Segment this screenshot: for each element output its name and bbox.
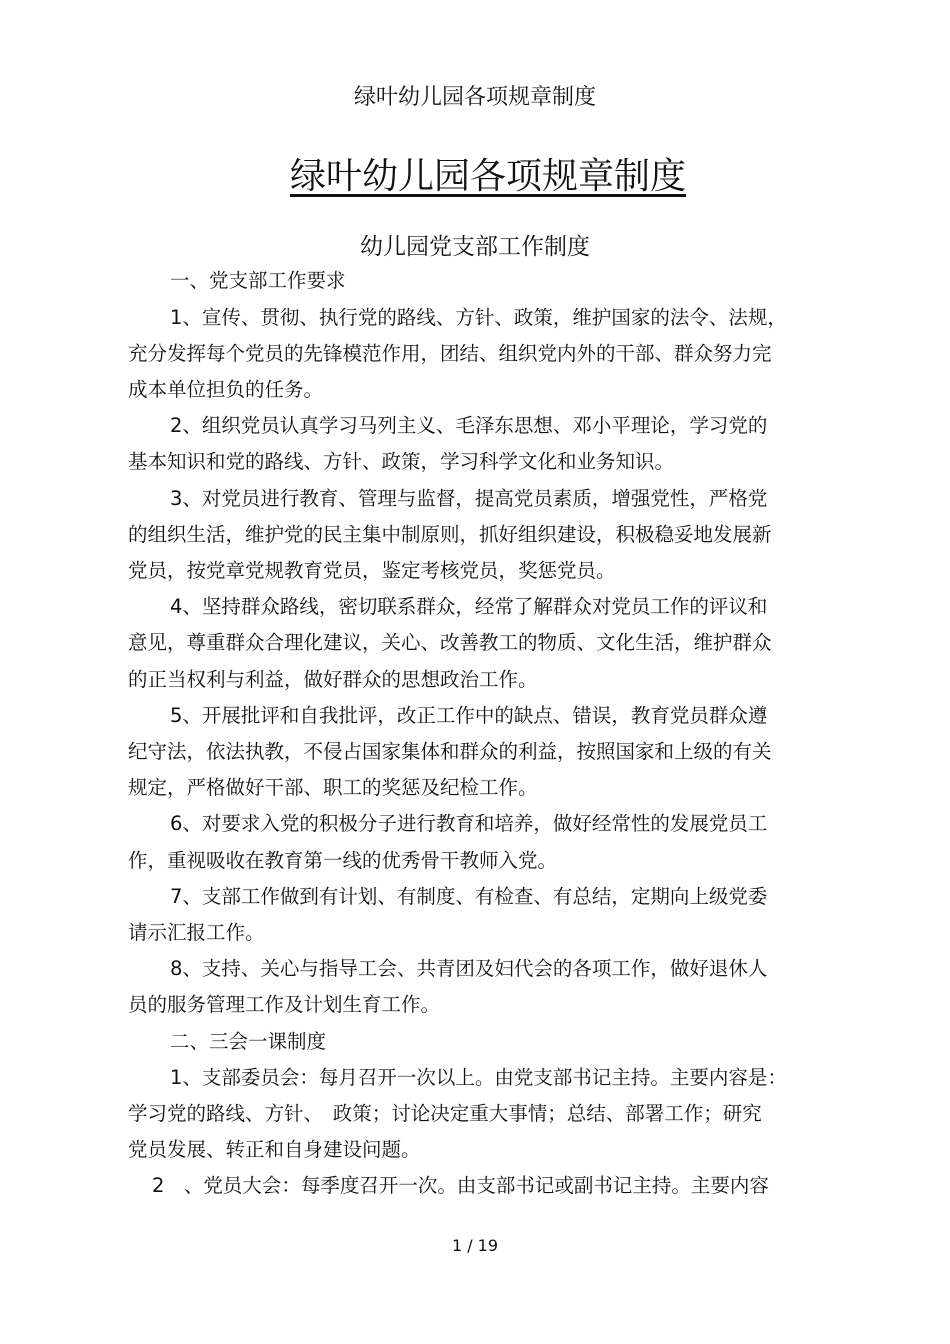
body-line: 6、对要求入党的积极分子进行教育和培养，做好经常性的发展党员工 xyxy=(170,812,768,835)
body-line: 党员发展、转正和自身建设问题。 xyxy=(128,1138,421,1161)
body-line: 请示汇报工作。 xyxy=(128,921,265,944)
page-header: 绿叶幼儿园各项规章制度 xyxy=(353,85,596,110)
body-line: 2、组织党员认真学习马列主义、毛泽东思想、邓小平理论，学习党的 xyxy=(170,414,768,437)
body-line: 4、坚持群众路线，密切联系群众，经常了解群众对党员工作的评议和 xyxy=(170,595,768,618)
body-line: 学习党的路线、方针、 政策；讨论决定重大事情；总结、部署工作；研究 xyxy=(128,1102,762,1125)
body-line: 8、支持、关心与指导工会、共青团及妇代会的各项工作，做好退休人 xyxy=(170,957,768,980)
body-line: 纪守法，依法执教，不侵占国家集体和群众的利益，按照国家和上级的有关 xyxy=(128,740,772,763)
body-line: 2 、党员大会：每季度召开一次。由支部书记或副书记主持。主要内容 xyxy=(152,1174,769,1197)
heading-requirements: 一、党支部工作要求 xyxy=(170,269,346,292)
page-number: 1 / 19 xyxy=(451,1236,499,1255)
body-line: 作，重视吸收在教育第一线的优秀骨干教师入党。 xyxy=(128,849,558,872)
body-line: 7、支部工作做到有计划、有制度、有检查、有总结，定期向上级党委 xyxy=(170,885,768,908)
body-line: 1、支部委员会：每月召开一次以上。由党支部书记主持。主要内容是： xyxy=(170,1066,787,1089)
body-line: 3、对党员进行教育、管理与监督，提高党员素质，增强党性，严格党 xyxy=(170,487,768,510)
body-line: 充分发挥每个党员的先锋模范作用，团结、组织党内外的干部、群众努力完 xyxy=(128,342,772,365)
body-line: 5、开展批评和自我批评，改正工作中的缺点、错误，教育党员群众遵 xyxy=(170,704,768,727)
body-line: 成本单位担负的任务。 xyxy=(128,378,324,401)
body-line: 的正当权利与利益，做好群众的思想政治工作。 xyxy=(128,668,538,691)
heading-three-meetings: 二、三会一课制度 xyxy=(170,1030,327,1053)
section-title: 幼儿园党支部工作制度 xyxy=(360,234,590,260)
body-line: 1、宣传、贯彻、执行党的路线、方针、政策，维护国家的法令、法规， xyxy=(170,306,787,329)
body-line: 基本知识和党的路线、方针、政策，学习科学文化和业务知识。 xyxy=(128,450,675,473)
body-line: 党员，按党章党规教育党员，鉴定考核党员，奖惩党员。 xyxy=(128,559,616,582)
body-line: 员的服务管理工作及计划生育工作。 xyxy=(128,993,441,1016)
body-line: 的组织生活，维护党的民主集中制原则，抓好组织建设，积极稳妥地发展新 xyxy=(128,523,772,546)
body-line: 意见，尊重群众合理化建议，关心、改善教工的物质、文化生活，维护群众 xyxy=(128,631,772,654)
document-title: 绿叶幼儿园各项规章制度 xyxy=(290,156,687,197)
body-line: 规定，严格做好干部、职工的奖惩及纪检工作。 xyxy=(128,776,538,799)
